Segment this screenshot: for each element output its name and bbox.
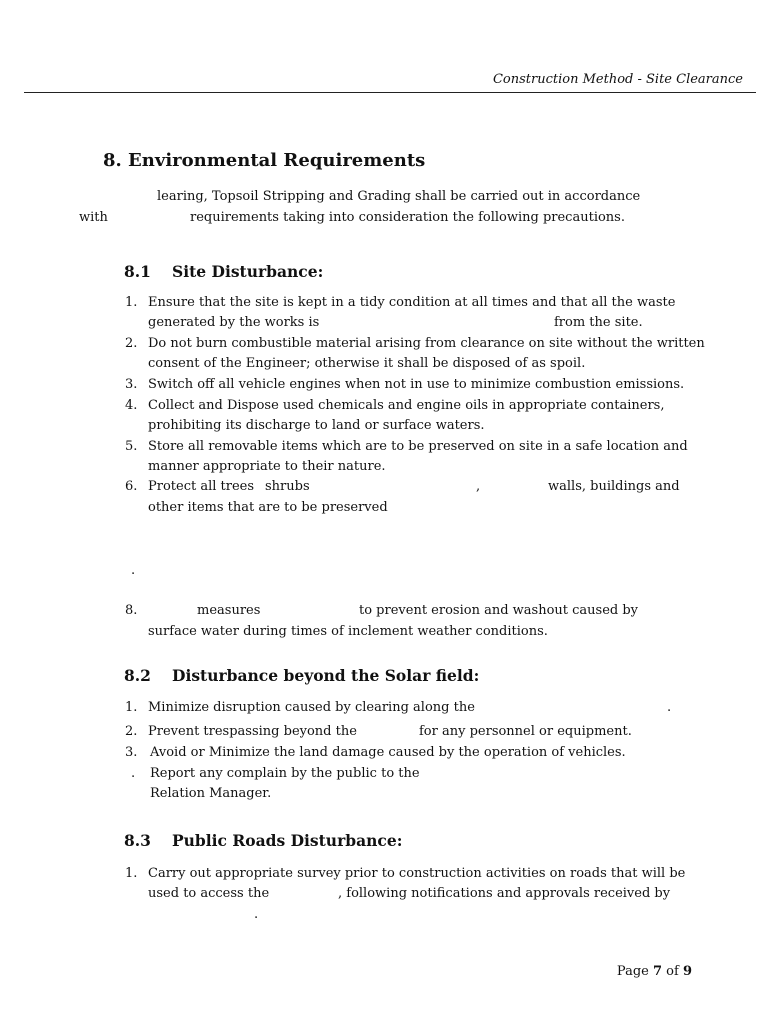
section-title: 8. Environmental Requirements (103, 150, 426, 171)
list-item-line: , following notifications and approvals received by (338, 886, 671, 901)
list-item-line: for any personnel or equipment. (419, 724, 632, 739)
list-number: 2. (125, 336, 138, 351)
list-item-line: Minimize disruption caused by clearing along the (148, 700, 475, 715)
list-item-line: used to access the (148, 886, 270, 901)
list-item-line: consent of the Engineer; otherwise it shall be disposed of as spoil. (148, 356, 586, 371)
list-item-line: Avoid or Minimize the land damage caused by the operation of vehicles. (150, 745, 626, 760)
list-number: 3. (125, 745, 138, 760)
list-item-line: Carry out appropriate survey prior to construction activities on roads that will be (148, 866, 686, 881)
running-header: Construction Method - Site Clearance (492, 72, 743, 87)
list-item-line: Collect and Dispose used chemicals and engine oils in appropriate containers, (148, 398, 665, 413)
list-item-line: measures (197, 603, 261, 618)
list-item-line: . (667, 700, 672, 715)
list-number: 3. (125, 377, 138, 392)
list-item-line: Protect all trees (148, 479, 255, 494)
current-page: 7 (652, 964, 663, 979)
header-rule (24, 92, 756, 93)
list-number: 1. (125, 866, 138, 881)
list-number: 1. (125, 700, 138, 715)
list-number: 4. (125, 398, 138, 413)
intro-line-1: learing, Topsoil Stripping and Grading shall be carried out in accordance (157, 189, 641, 204)
list-item-line: Store all removable items which are to be preserved on site in a safe location and (148, 439, 688, 454)
intro-line-2b: requirements taking into consideration the following precautions. (190, 210, 625, 225)
intro-line-2a: with (79, 210, 108, 225)
list-item-line: Do not burn combustible material arising from clearance on site without the written (148, 336, 705, 351)
list-number: 2. (125, 724, 138, 739)
list-item-line: , (476, 479, 481, 494)
list-number: 1. (125, 295, 138, 310)
list-item-line: Switch off all vehicle engines when not in use to minimize combustion emissions. (148, 377, 685, 392)
list-item-line: manner appropriate to their nature. (148, 459, 386, 474)
list-item-line: from the site. (554, 315, 643, 330)
list-item-line: walls, buildings and (548, 479, 680, 494)
subsection-title: Public Roads Disturbance: (172, 831, 403, 850)
list-number: . (131, 766, 136, 781)
list-item-line: Ensure that the site is kept in a tidy condition at all times and that all the waste (148, 295, 676, 310)
list-item-line: Prevent trespassing beyond the (148, 724, 357, 739)
list-item-line: to prevent erosion and washout caused by (359, 603, 639, 618)
page-prefix: Page (616, 964, 649, 979)
list-item-line: prohibiting its discharge to land or surface waters. (148, 418, 485, 433)
page-of: of (666, 964, 679, 979)
subsection-number: 8.2 (124, 666, 151, 685)
list-item-line: . (254, 907, 259, 922)
total-pages: 9 (682, 964, 692, 979)
list-item-line: surface water during times of inclement weather conditions. (148, 624, 548, 639)
list-item-line: shrubs (265, 479, 310, 494)
list-item-line: other items that are to be preserved (148, 500, 388, 515)
list-number: 5. (125, 439, 138, 454)
list-item-line: Report any complain by the public to the (150, 766, 420, 781)
page-number (617, 964, 692, 979)
subsection-number: 8.1 (124, 262, 151, 281)
subsection-number: 8.3 (124, 831, 151, 850)
subsection-title: Site Disturbance: (172, 262, 324, 281)
subsection-title: Disturbance beyond the Solar field: (172, 666, 480, 685)
list-number: 6. (125, 479, 138, 494)
list-item-line: Relation Manager. (150, 786, 272, 801)
list-number: . (131, 563, 136, 578)
list-item-line: generated by the works is (148, 315, 320, 330)
list-number: 8. (125, 603, 138, 618)
